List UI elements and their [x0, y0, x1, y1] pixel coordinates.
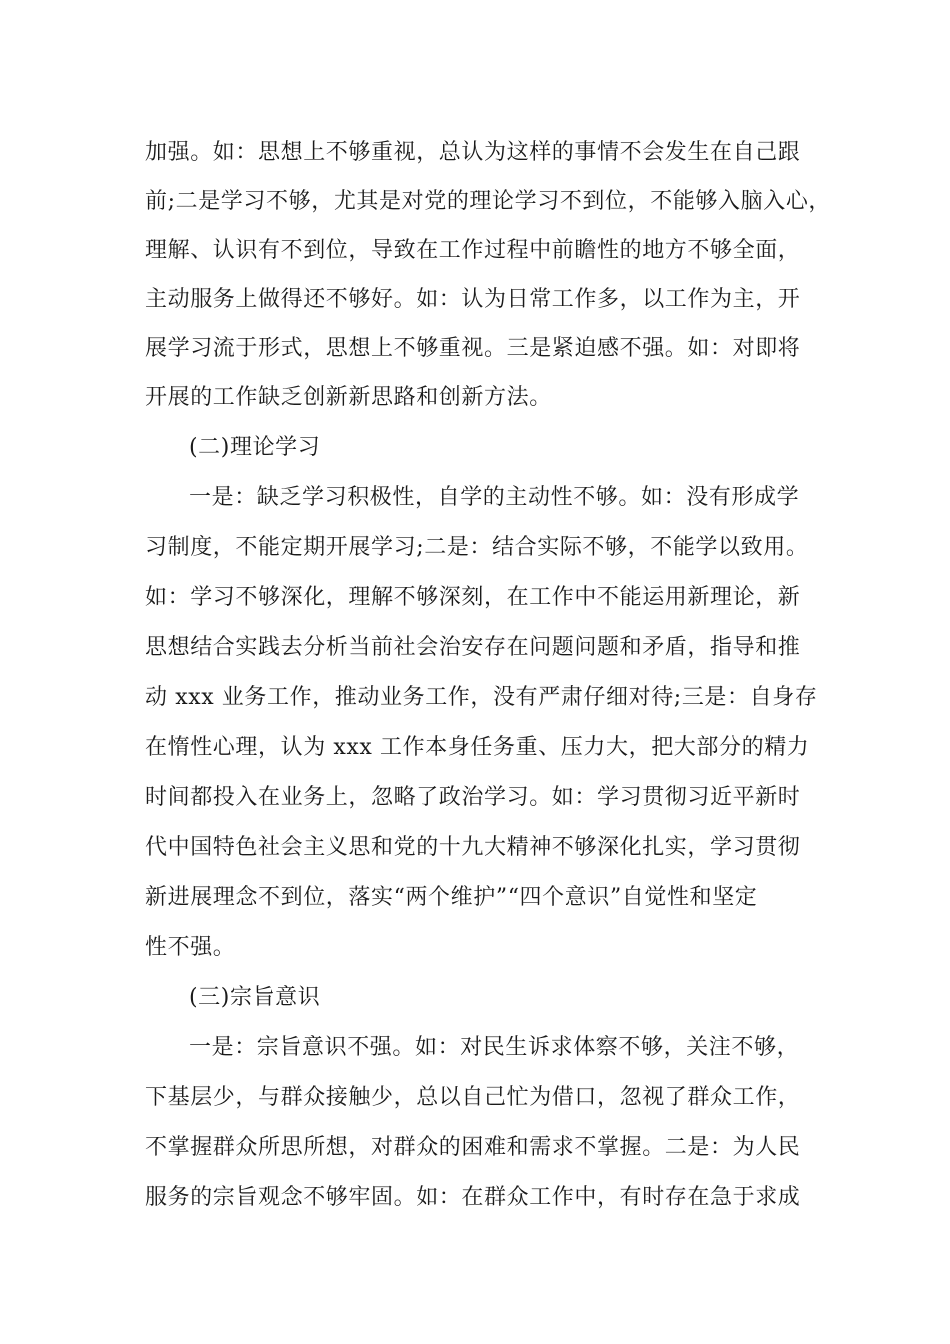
paragraph-line: 一是：宗旨意识不强。如：对民生诉求体察不够，关注不够，	[189, 1035, 800, 1060]
paragraph-line: 性不强。	[145, 935, 236, 960]
paragraph-line: 代中国特色社会主义思和党的十九大精神不够深化扎实，学习贯彻	[145, 835, 801, 860]
paragraph-line: 理解、认识有不到位，导致在工作过程中前瞻性的地方不够全面，	[145, 238, 801, 263]
paragraph-line: 如：学习不够深化，理解不够深刻，在工作中不能运用新理论，新	[145, 585, 801, 610]
paragraph-line: 加强。如：思想上不够重视，总认为这样的事情不会发生在自己跟	[145, 140, 801, 165]
section-heading: (二)理论学习	[189, 435, 321, 460]
paragraph-line: 开展的工作缺乏创新新思路和创新方法。	[145, 385, 552, 410]
paragraph-line: 前;二是学习不够，尤其是对党的理论学习不到位，不能够入脑入心，	[145, 189, 832, 214]
paragraph-line: 思想结合实践去分析当前社会治安存在问题问题和矛盾，指导和推	[145, 635, 801, 660]
paragraph-line: 新进展理念不到位，落实“两个维护”“四个意识”自觉性和坚定	[145, 885, 758, 910]
paragraph-line: 在惰性心理，认为 xxx 工作本身任务重、压力大，把大部分的精力	[145, 735, 810, 760]
paragraph-line: 下基层少，与群众接触少，总以自己忙为借口，忽视了群众工作，	[145, 1085, 801, 1110]
paragraph-line: 展学习流于形式，思想上不够重视。三是紧迫感不强。如：对即将	[145, 336, 801, 361]
paragraph-line: 服务的宗旨观念不够牢固。如：在群众工作中，有时存在急于求成	[145, 1185, 801, 1210]
section-heading: (三)宗旨意识	[189, 985, 321, 1010]
paragraph-line: 一是：缺乏学习积极性，自学的主动性不够。如：没有形成学	[189, 485, 800, 510]
paragraph-line: 不掌握群众所思所想，对群众的困难和需求不掌握。二是：为人民	[145, 1135, 801, 1160]
paragraph-line: 习制度，不能定期开展学习;二是：结合实际不够，不能学以致用。	[145, 535, 809, 560]
paragraph-line: 时间都投入在业务上，忽略了政治学习。如：学习贯彻习近平新时	[145, 785, 801, 810]
paragraph-line: 动 xxx 业务工作，推动业务工作，没有严肃仔细对待;三是：自身存	[145, 685, 818, 710]
paragraph-line: 主动服务上做得还不够好。如：认为日常工作多，以工作为主，开	[145, 287, 801, 312]
